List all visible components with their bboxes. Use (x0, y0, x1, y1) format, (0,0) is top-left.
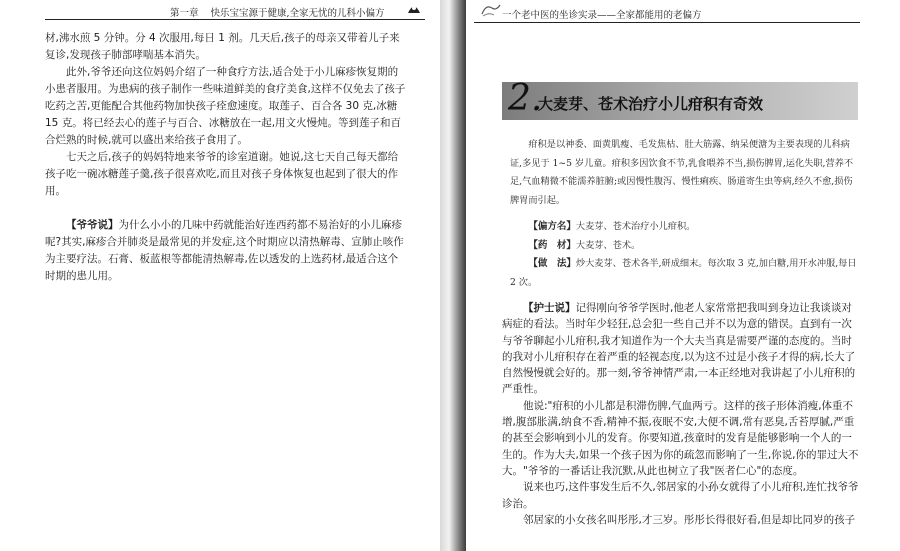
paragraph: 七天之后,孩子的妈妈特地来爷爷的诊室道谢。她说,这七天自己每天都给孩子吃一碗冰糖莲子羹,孩子很喜欢吃,而且对孩子身体恢复也起到了很大的作用。 (45, 151, 399, 197)
right-page (466, 0, 900, 551)
nurse-label: 【护士说】 (523, 302, 576, 314)
intro-paragraph: 疳积是以神委、面黄肌瘦、毛发焦枯、肚大筋露、纳呆便溏为主要表现的儿科病证,多见于 1~5 岁儿童。疳积多因饮食不节,乳食喂养不当,损伤脾胃,运化失职,营养不足,气血精微不能濡养脏腑;或因慢性腹泻、慢性痢疾、肠道寄生虫等病,经久不愈,损伤脾胃而引起。 (510, 139, 854, 206)
right-body-text (502, 300, 860, 528)
left-body-text (45, 30, 407, 285)
recipe-label: 【药 材】 (528, 239, 576, 251)
note-label: 【爷爷说】 (66, 219, 119, 231)
paragraph: 说来也巧,这件事发生后不久,邻居家的小孙女就得了小儿疳积,连忙找爷爷诊治。 (502, 481, 859, 510)
paragraph: 他说:"疳积的小儿都是积滞伤脾,气血两亏。这样的孩子形体消瘦,体重不增,腹部胀满,纳食不香,精神不振,夜眠不安,大便不调,常有恶臭,舌苔厚腻,严重的甚至会影响到小儿的发育。你要知道,孩童时的发育是能够影响一个人的一生的。作为大夫,如果一个孩子因为你的疏忽而影响了一生,你说,你的罪过大不大。"爷爷的一番话让我沉默,从此也树立了我"医者仁心"的态度。 (502, 399, 859, 477)
recipe-line (510, 255, 858, 292)
recipe-text: 大麦芽、苍术治疗小儿疳积。 (575, 221, 696, 232)
note-text: 为什么小小的几味中药就能治好连西药都不易治好的小儿麻疹呢?其实,麻疹合并肺炎是最常见的并发症,这个时期应以清热解毒、宣肺止咳作为主要疗法。石膏、板蓝根等都能清热解毒,佐以透发的上选药材,最适合这个时期的患儿用。 (45, 219, 404, 282)
section-title: 大麦芽、苍术治疗小儿疳积有奇效 (538, 95, 764, 113)
header-rule (45, 19, 425, 20)
recipe-block (510, 218, 858, 292)
book-spine (440, 0, 466, 551)
recipe-text: 炒大麦芽、苍术各半,研成细末。每次取 3 克,加白糖,用开水冲服,每日 2 次。 (510, 258, 857, 288)
paragraph: 材,沸水煎 5 分钟。分 4 次服用,每日 1 剂。几天后,孩子的母亲又带着儿子来复诊,发现孩子肺部哮喘基本消失。 (45, 32, 400, 61)
recipe-line (510, 237, 858, 256)
grandpa-note (45, 217, 407, 285)
recipe-line (510, 218, 858, 237)
right-running-header: 一个老中医的坐诊实录——全家都能用的老偏方 (502, 10, 702, 21)
paragraph: 邻居家的小女孩名叫彤彤,才三岁。彤彤长得很好看,但是却比同岁的孩子 (523, 513, 856, 526)
swirl-ornament-icon (480, 2, 502, 18)
nurse-text: 记得刚向爷爷学医时,他老人家常常把我叫到身边让我谈谈对病症的看法。当时年少轻狂,总会犯一些自己并不以为意的错误。直到有一次与爷爷聊起小儿疳积,我才知道作为一个大夫当真是需要严谨的态度的。当时的我对小儿疳积存在着严重的轻视态度,以为这不过是小孩子才得的病,长大了自然慢慢就会好的。那一刻,爷爷神情严肃,一本正经地对我讲起了小儿疳积的严重性。 (502, 302, 856, 396)
left-running-header (170, 5, 425, 19)
header-rule (474, 22, 860, 23)
recipe-label: 【做 法】 (528, 258, 576, 269)
section-number: 2. (508, 78, 543, 119)
ornament-icon (407, 2, 421, 14)
chapter-label: 第一章 (170, 8, 199, 19)
recipe-label: 【偏方名】 (528, 221, 576, 232)
section-title-bar (502, 78, 858, 120)
left-page (0, 0, 440, 551)
left-header-title: 快乐宝宝源于健康,全家无忧的儿科小偏方 (210, 8, 385, 19)
paragraph: 此外,爷爷还向这位妈妈介绍了一种食疗方法,适合处于小儿麻疹恢复期的小患者服用。为患病的孩子制作一些味道鲜美的食疗美食,这样不仅免去了孩子吃药之苦,更能配合其他药物加快孩子痊愈速度。取莲子、百合各 30 克,冰糖 15 克。将已经去心的莲子与百合、冰糖放在一起,用文火慢炖。等到莲子和百合烂熟的时候,就可以盛出来给孩子食用了。 (45, 66, 406, 146)
nurse-note (502, 300, 860, 398)
intro-text (510, 136, 858, 210)
recipe-text: 大麦芽、苍术。 (575, 239, 641, 251)
